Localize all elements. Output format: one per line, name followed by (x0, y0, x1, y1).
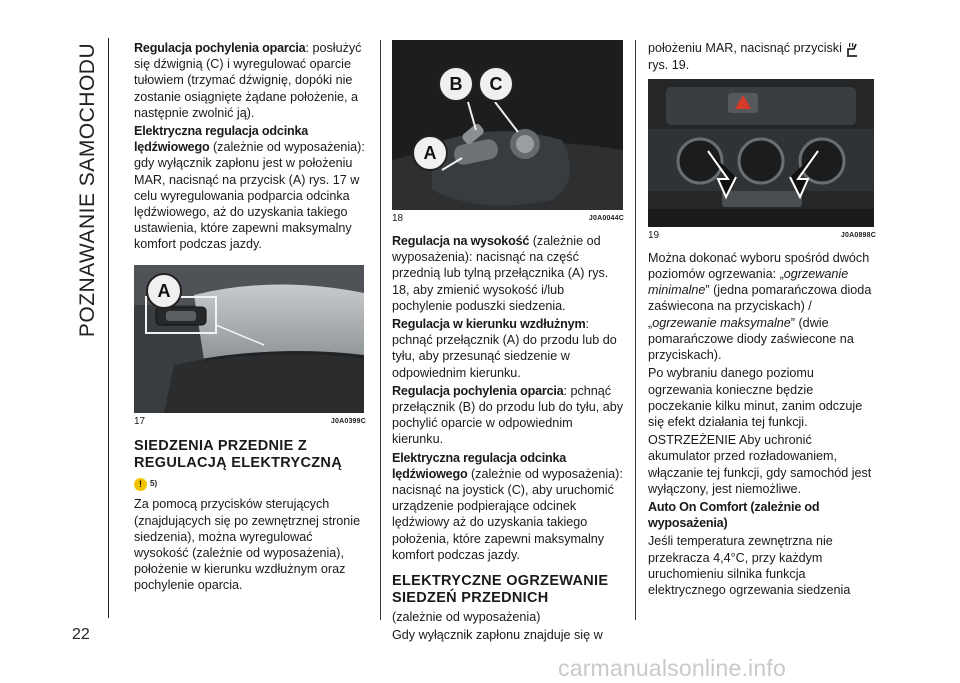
column-2 (392, 40, 624, 645)
paragraph: Regulacja w kierunku wzdłużnym: pchnąć przełącznik (A) do przodu lub do tyłu, aby przesunąć siedzenie w odpowiednim kierunku. (392, 317, 617, 380)
figure-caption (392, 213, 624, 225)
paragraph: Po wybraniu danego poziomu ogrzewania konieczne będzie poczekanie kilku minut, zanim odczuje się efekt działania tej funkcji. (648, 366, 863, 429)
figure-number: 19 (648, 229, 660, 241)
note-reference: 5) (150, 479, 158, 489)
subheading: Auto On Comfort (zależnie od wyposażenia) (648, 499, 820, 531)
seat-controls-illustration (392, 40, 623, 210)
figure-caption (134, 416, 366, 428)
figure-caption (648, 230, 876, 242)
callout-label-a: A (412, 135, 448, 171)
paragraph: Regulacja pochylenia oparcia: pchnąć przełącznik (B) do przodu lub do tyłu, aby pochylić oparcie w odpowiednim kierunku. (392, 383, 624, 447)
callout-label-c: C (478, 66, 514, 102)
figure-19-photo (648, 79, 874, 227)
callout-label: A (146, 273, 182, 309)
paragraph: Regulacja na wysokość (zależnie od wyposażenia): nacisnąć na część przednią lub tylną przełącznika (A) rys. 18, aby zmienić wysokość i/lub pochylenie poduszki siedzenia. (392, 234, 609, 313)
paragraph: Można dokonać wyboru spośród dwóch poziomów ogrzewania: „ogrzewanie minimalne” (jedna pomarańczowa dioda zaświecona na przyciskach) / „ogrzewanie maksymalne” (dwie pomarańczowe diody zaświecone na przyciskach). (648, 250, 872, 363)
column-1 (134, 40, 366, 596)
paragraph: Gdy wyłącznik zapłonu znajduje się w (392, 628, 603, 643)
figure-code: J0A0044C (588, 215, 624, 222)
paragraph: Elektryczna regulacja odcinka lędźwiowego (zależnie od wyposażenia): gdy wyłącznik zapłonu jest w położeniu MAR, nacisnąć na przycisk (A) rys. 17 w celu wyregulowania podparcia odcinka lędźwiowego, aż do uzyskania takiego ustawienia, które zapewni maksymalny komfort podczas jazdy. (134, 124, 365, 252)
section-heading: ELEKTRYCZNE OGRZEWANIE SIEDZEŃ PRZEDNICH (392, 573, 609, 607)
figure-code: J0A0399C (330, 417, 366, 425)
figure-number: 18 (392, 213, 404, 224)
warning-reference (134, 476, 366, 493)
warning-paragraph: OSTRZEŻENIE Aby uchronić akumulator przed rozładowaniem, włączanie tej funkcji, gdy samochód jest wyłączony, jest niemożliwe. (648, 433, 872, 496)
section-title (73, 42, 103, 338)
column-divider (380, 40, 381, 620)
figure-number: 17 (134, 415, 146, 427)
paragraph: Za pomocą przycisków sterujących (znajdujących się po zewnętrznej stronie siedzenia), można wyregulować wysokość (zależnie od wyposażenia), położenie w kierunku wzdłużnym oraz pochylenie oparcia. (134, 497, 361, 593)
paragraph: położeniu MAR, nacisnąć przyciski rys. 19. (648, 40, 876, 73)
section-heading: SIEDZENIA PRZEDNIE Z REGULACJĄ ELEKTRYCZNĄ (134, 437, 342, 471)
paragraph: (zależnie od wyposażenia) (392, 610, 541, 625)
column-divider (635, 40, 636, 620)
paragraph: Jeśli temperatura zewnętrzna nie przekracza 4,4°C, przy każdym uruchomieniu silnika funkcja elektrycznego ogrzewania siedzenia (648, 534, 851, 597)
watermark: carmanualsonline.info (558, 655, 786, 681)
page-number: 22 (72, 626, 90, 643)
paragraph: Elektryczna regulacja odcinka lędźwiowego (zależnie od wyposażenia): nacisnąć na joystick (C), aby uruchomić urządzenie podpierające odcinek lędźwiowy aż do uzyskania takiego położenia, które zapewni maksymalny komfort podczas jazdy. (392, 450, 623, 562)
column-3 (648, 40, 876, 600)
figure-code: J0A0898C (840, 231, 876, 239)
warning-icon: ! (134, 478, 147, 491)
section-divider (108, 38, 109, 618)
section-title-text: POZNAWANIE SAMOCHODU (76, 42, 99, 338)
callout-label-b: B (438, 66, 474, 102)
figure-18-photo (392, 40, 623, 210)
seat-heater-icon (845, 41, 859, 57)
paragraph: Regulacja pochylenia oparcia: posłużyć się dźwignią (C) i wyregulować oparcie tułowiem (trzymać dźwignię, dopóki nie zostanie osiągnięte żądane położenie, a następnie zwolnić ją). (134, 41, 362, 120)
figure-17-photo (134, 265, 364, 413)
dashboard-controls-illustration (648, 79, 874, 227)
